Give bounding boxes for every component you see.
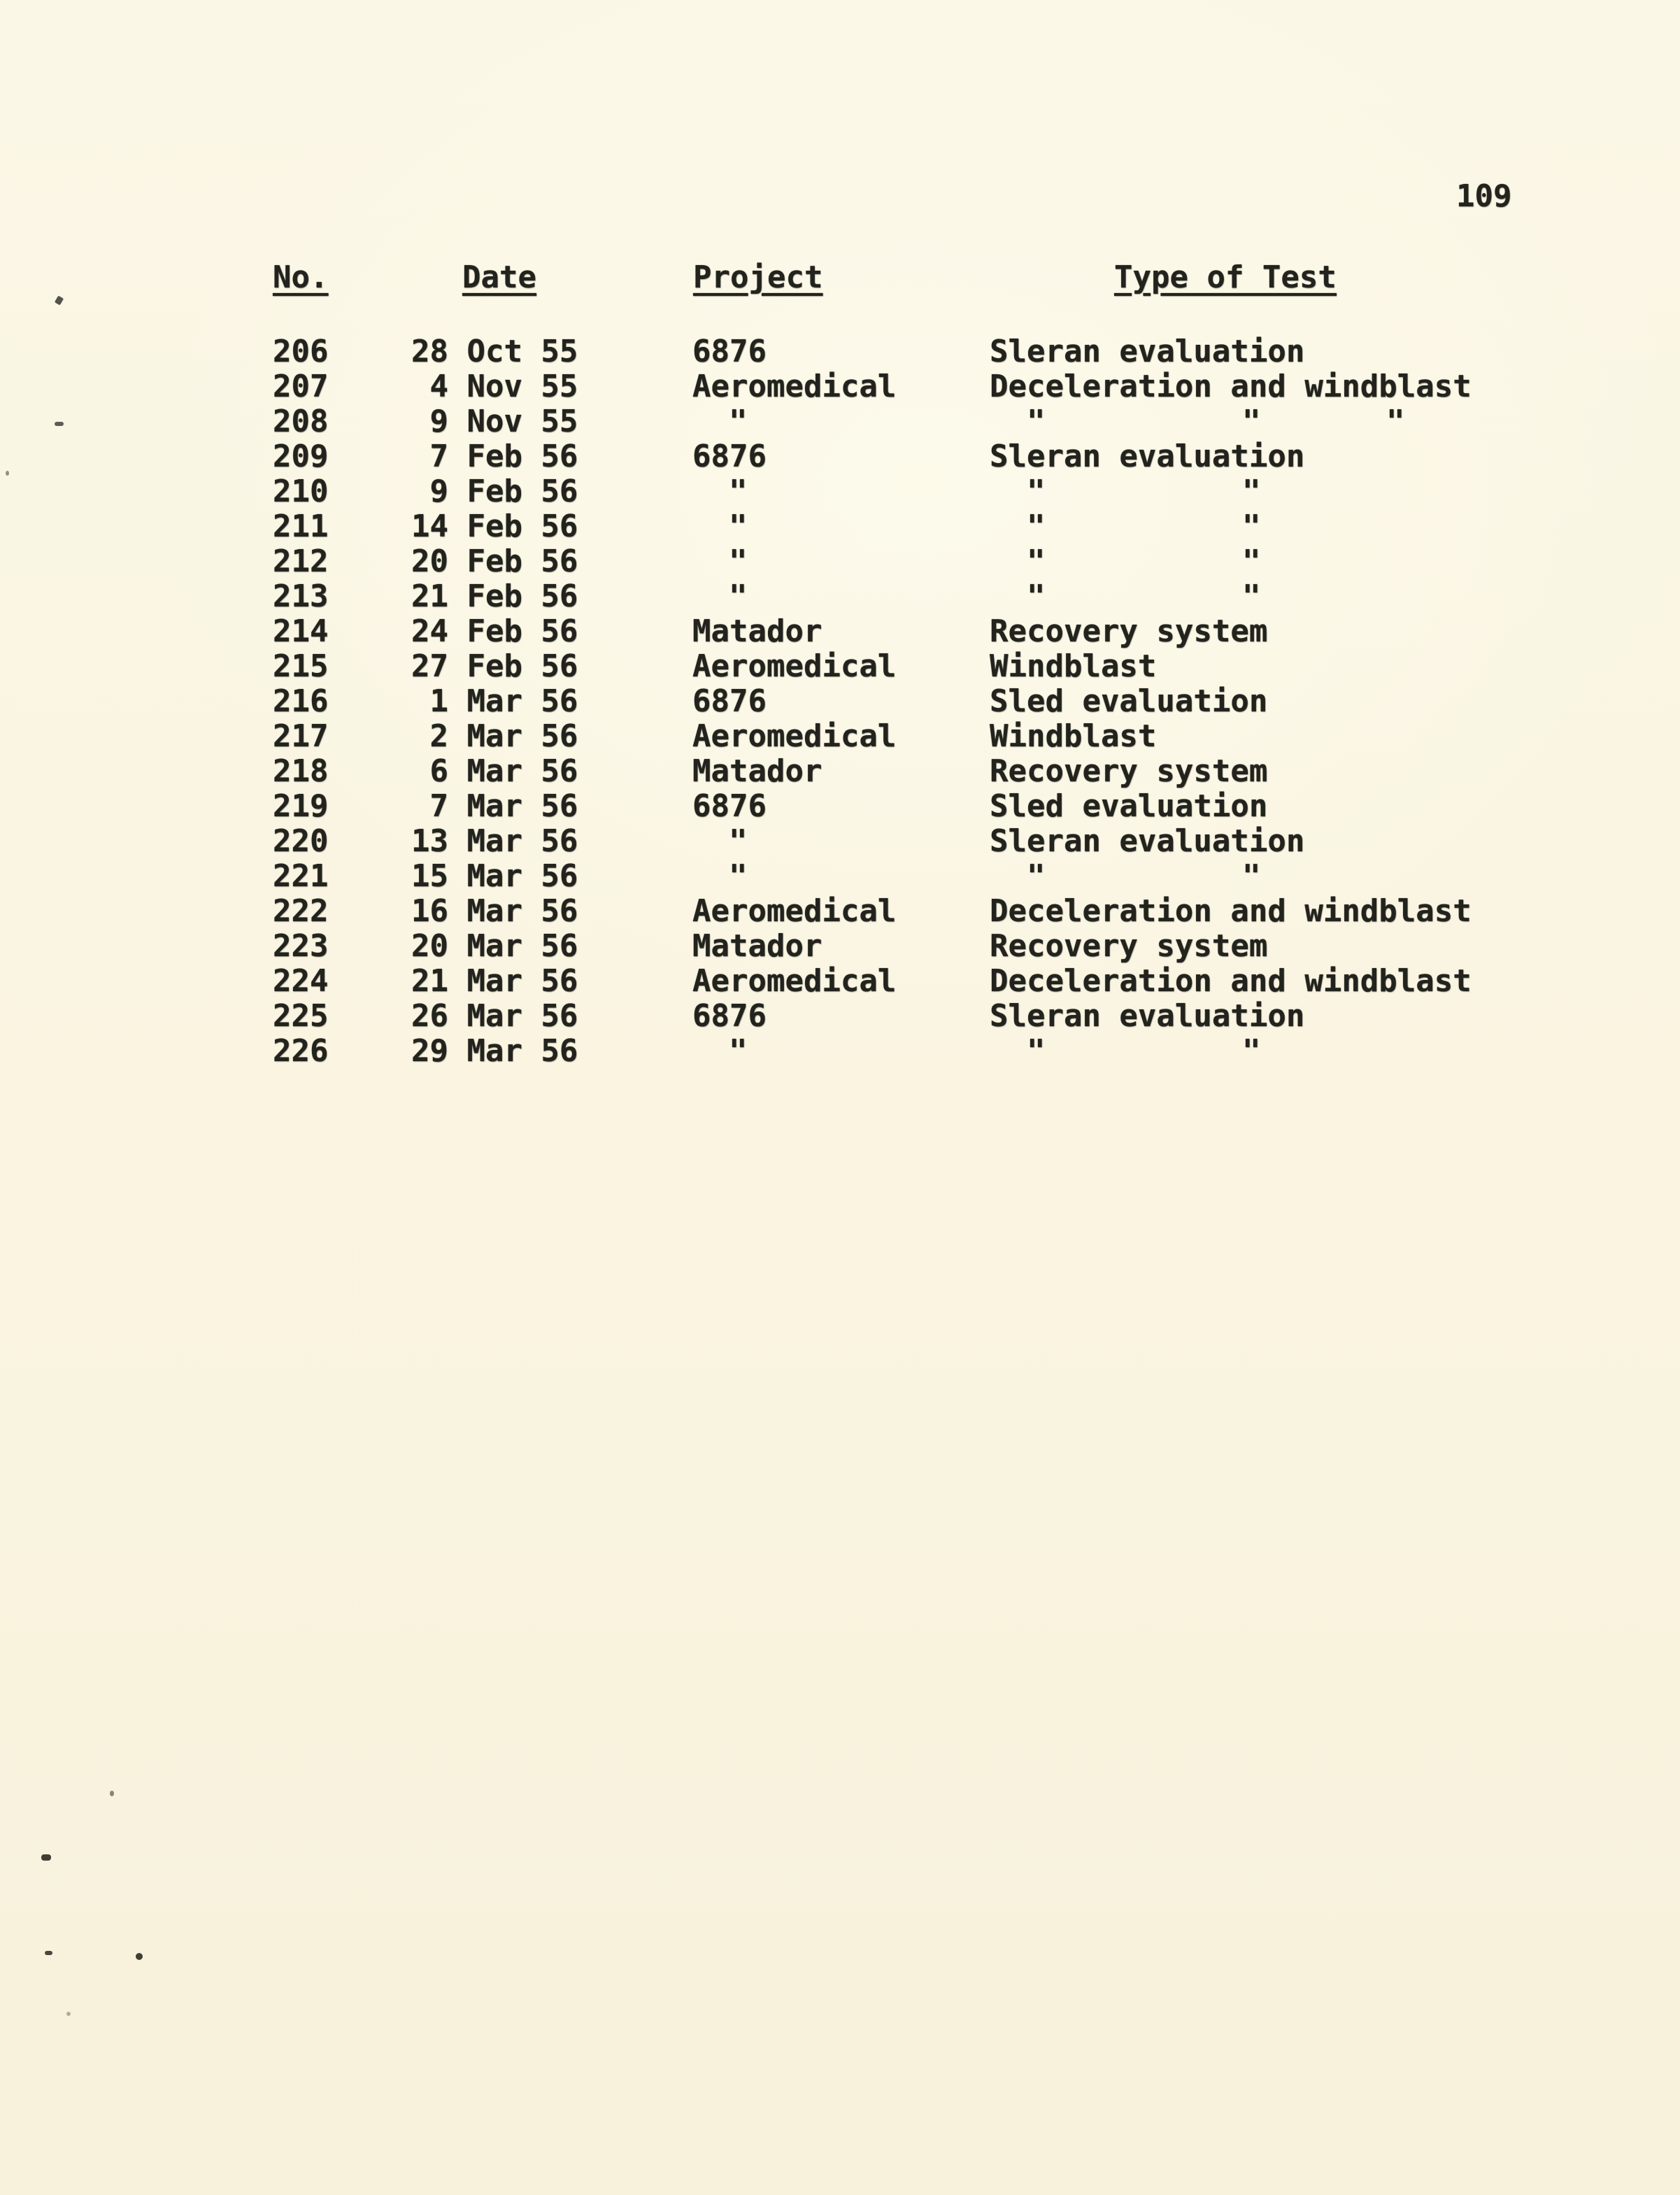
- cell-project: Aeromedical: [692, 648, 897, 684]
- scan-speck: [6, 471, 9, 476]
- cell-type-ditto-mark: ": [1242, 404, 1261, 439]
- cell-project: Aeromedical: [692, 893, 897, 929]
- cell-date: 27 Feb 56: [411, 648, 578, 684]
- cell-date: 7 Feb 56: [411, 439, 578, 474]
- cell-type: Recovery system: [990, 613, 1268, 649]
- cell-no: 221: [273, 858, 329, 894]
- cell-project-ditto-mark: ": [729, 544, 748, 579]
- cell-date: 21 Feb 56: [411, 578, 578, 614]
- cell-project: Aeromedical: [692, 718, 897, 754]
- header-date: Date: [462, 260, 536, 295]
- cell-date: 15 Mar 56: [411, 858, 578, 894]
- cell-date: 14 Feb 56: [411, 509, 578, 544]
- cell-no: 220: [273, 823, 329, 859]
- cell-date: 1 Mar 56: [411, 683, 578, 719]
- cell-no: 218: [273, 753, 329, 789]
- cell-no: 224: [273, 963, 329, 999]
- cell-date: 9 Feb 56: [411, 474, 578, 509]
- cell-type: Sled evaluation: [990, 683, 1268, 719]
- cell-date: 16 Mar 56: [411, 893, 578, 929]
- cell-type-ditto-mark: ": [1027, 509, 1046, 544]
- cell-type-ditto-mark: ": [1027, 578, 1046, 614]
- cell-type-ditto-mark: ": [1027, 544, 1046, 579]
- cell-no: 225: [273, 998, 329, 1034]
- cell-date: 2 Mar 56: [411, 718, 578, 754]
- scan-speck: [66, 2012, 71, 2016]
- header-project: Project: [693, 260, 823, 295]
- cell-type-ditto-mark: ": [1242, 858, 1261, 894]
- scan-speck: [41, 1854, 51, 1861]
- cell-project: Aeromedical: [692, 963, 897, 999]
- cell-no: 214: [273, 613, 329, 649]
- cell-date: 4 Nov 55: [411, 369, 578, 404]
- cell-type: Sleran evaluation: [990, 439, 1305, 474]
- cell-no: 212: [273, 544, 329, 579]
- cell-project: Matador: [692, 613, 823, 649]
- cell-type-ditto-mark: ": [1242, 509, 1261, 544]
- cell-type: Sleran evaluation: [990, 823, 1305, 859]
- cell-date: 21 Mar 56: [411, 963, 578, 999]
- cell-no: 208: [273, 404, 329, 439]
- cell-project: 6876: [692, 998, 767, 1034]
- cell-date: 24 Feb 56: [411, 613, 578, 649]
- cell-date: 20 Mar 56: [411, 928, 578, 964]
- cell-date: 28 Oct 55: [411, 334, 578, 369]
- cell-project-ditto-mark: ": [729, 509, 748, 544]
- cell-no: 223: [273, 928, 329, 964]
- cell-project-ditto-mark: ": [729, 474, 748, 509]
- cell-project: Aeromedical: [692, 369, 897, 404]
- cell-project-ditto-mark: ": [729, 1033, 748, 1069]
- cell-no: 215: [273, 648, 329, 684]
- cell-type-ditto-mark: ": [1027, 1033, 1046, 1069]
- cell-date: 7 Mar 56: [411, 788, 578, 824]
- cell-project-ditto-mark: ": [729, 578, 748, 614]
- cell-no: 207: [273, 369, 329, 404]
- cell-type-ditto-mark: ": [1027, 474, 1046, 509]
- cell-project-ditto-mark: ": [729, 858, 748, 894]
- cell-type: Deceleration and windblast: [990, 893, 1472, 929]
- cell-project-ditto-mark: ": [729, 823, 748, 859]
- cell-date: 26 Mar 56: [411, 998, 578, 1034]
- cell-project: 6876: [692, 788, 767, 824]
- scan-speck: [45, 1951, 52, 1955]
- cell-type-ditto-mark: ": [1242, 474, 1261, 509]
- cell-date: 9 Nov 55: [411, 404, 578, 439]
- cell-date: 6 Mar 56: [411, 753, 578, 789]
- scan-speck: [55, 295, 64, 305]
- cell-no: 216: [273, 683, 329, 719]
- cell-type: Recovery system: [990, 928, 1268, 964]
- cell-type-ditto-mark: ": [1027, 404, 1046, 439]
- cell-project: 6876: [692, 334, 767, 369]
- cell-project-ditto-mark: ": [729, 404, 748, 439]
- header-no: No.: [273, 260, 329, 295]
- cell-no: 217: [273, 718, 329, 754]
- cell-type: Deceleration and windblast: [990, 369, 1472, 404]
- cell-no: 209: [273, 439, 329, 474]
- cell-type-ditto-mark: ": [1386, 404, 1405, 439]
- cell-date: 13 Mar 56: [411, 823, 578, 859]
- cell-no: 206: [273, 334, 329, 369]
- cell-no: 222: [273, 893, 329, 929]
- scan-speck: [136, 1953, 143, 1960]
- cell-type-ditto-mark: ": [1242, 544, 1261, 579]
- scan-speck: [55, 422, 64, 426]
- cell-project: Matador: [692, 928, 823, 964]
- scan-speck: [110, 1791, 114, 1796]
- cell-project: Matador: [692, 753, 823, 789]
- cell-type: Sled evaluation: [990, 788, 1268, 824]
- page-number: 109: [1456, 178, 1512, 214]
- cell-no: 213: [273, 578, 329, 614]
- cell-type: Windblast: [990, 648, 1157, 684]
- cell-no: 226: [273, 1033, 329, 1069]
- cell-no: 211: [273, 509, 329, 544]
- cell-type: Sleran evaluation: [990, 334, 1305, 369]
- cell-type: Sleran evaluation: [990, 998, 1305, 1034]
- cell-type-ditto-mark: ": [1027, 858, 1046, 894]
- header-type-of-test: Type of Test: [1114, 260, 1337, 295]
- cell-type-ditto-mark: ": [1242, 1033, 1261, 1069]
- cell-project: 6876: [692, 683, 767, 719]
- cell-type: Recovery system: [990, 753, 1268, 789]
- cell-no: 219: [273, 788, 329, 824]
- cell-date: 29 Mar 56: [411, 1033, 578, 1069]
- cell-project: 6876: [692, 439, 767, 474]
- cell-no: 210: [273, 474, 329, 509]
- cell-date: 20 Feb 56: [411, 544, 578, 579]
- cell-type: Windblast: [990, 718, 1157, 754]
- cell-type: Deceleration and windblast: [990, 963, 1472, 999]
- cell-type-ditto-mark: ": [1242, 578, 1261, 614]
